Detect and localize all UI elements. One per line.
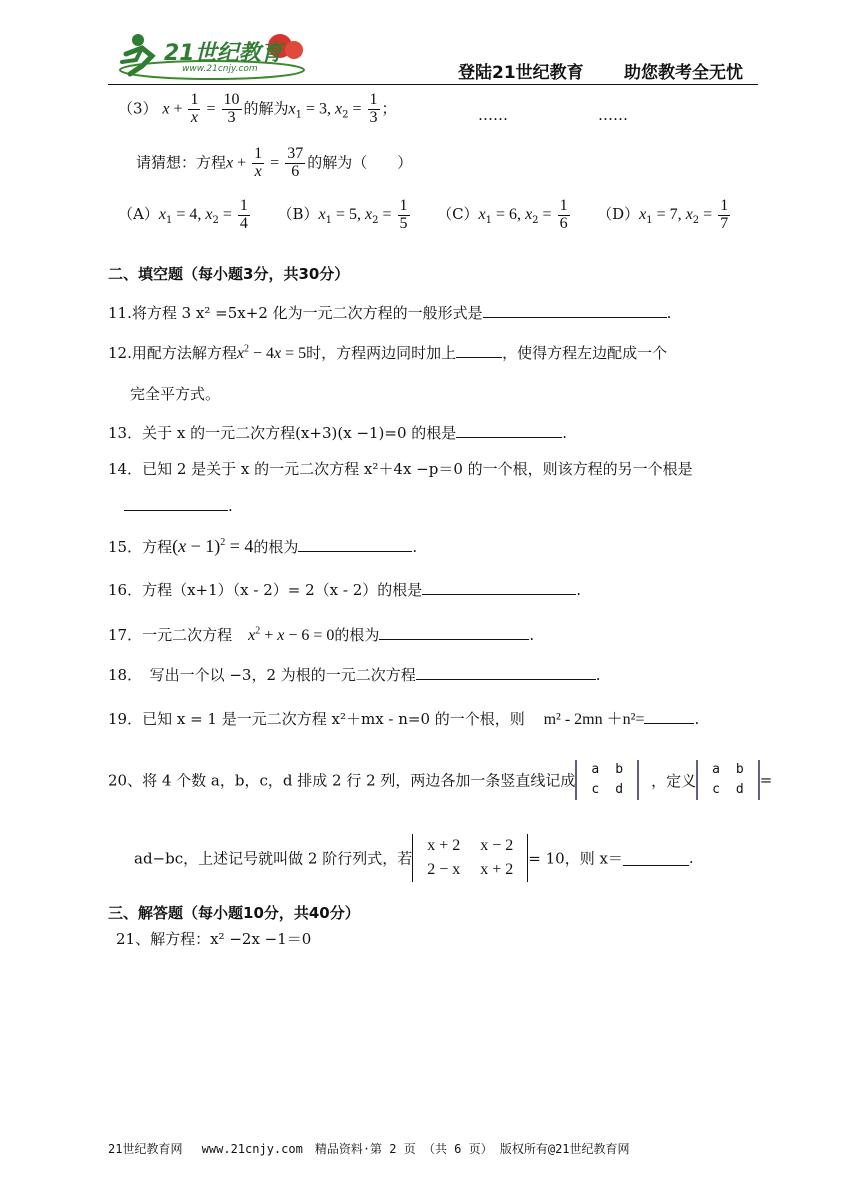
q10-option-b[interactable]: $(B)x_1 = 5$, $x_2$ = $\frac{1}{5}$ xyxy=(277,197,408,232)
q14-answer-blank[interactable] xyxy=(124,496,228,511)
q14 xyxy=(108,458,693,479)
q19-expr: m² - 2mn ＋n²= xyxy=(543,711,645,728)
logo xyxy=(112,30,312,82)
q17: 17．一元二次方程 $x^2 + x - 6 = 0$的根为 . xyxy=(108,625,535,644)
q10-option-c[interactable]: $(C)x_1 = 6$, $x_2$ = $\frac{1}{6}$ xyxy=(437,197,568,232)
q15-pre: 15．方程 xyxy=(108,538,173,556)
q17-pre: 17．一元二次方程 xyxy=(108,626,233,644)
q20 xyxy=(108,760,772,800)
section2-title: 二、填空题（每小题3分，共30分） xyxy=(108,265,350,283)
q12-answer-blank[interactable] xyxy=(456,343,502,358)
q10-item3-label: （3） xyxy=(118,99,158,118)
q10-option-a[interactable]: $(A)x_1 = 4$, $x_2$ = $\frac{1}{4}$ xyxy=(118,197,248,232)
q16-text: 16．方程（x+1）（x - 2）= 2（x - 2）的根是 xyxy=(108,581,423,599)
q21-text: 21、解方程：x² −2x −1＝0 xyxy=(116,930,312,948)
q17-tail: 的根为 xyxy=(334,626,380,644)
q20-define: ，定义 xyxy=(651,771,697,790)
q17-answer-blank[interactable] xyxy=(379,625,529,640)
q12-mid: 时，方程两边同时加上 xyxy=(306,344,457,362)
q18: 18． 写出一个以 −3，2 为根的一元二次方程 . xyxy=(108,666,601,684)
logo-url: www.21cnjy.com xyxy=(182,64,258,74)
q10-options xyxy=(118,198,732,233)
q13-text: 13．关于 x 的一元二次方程(x+3)(x −1)=0 的根是 xyxy=(108,424,457,442)
q16: 16．方程（x+1）（x - 2）= 2（x - 2）的根是 . xyxy=(108,581,582,599)
q13-answer-blank[interactable] xyxy=(456,423,562,438)
q11-text: 11.将方程 3 x² =5x+2 化为一元二次方程的一般形式是 xyxy=(108,304,483,322)
q16-answer-blank[interactable] xyxy=(422,580,576,595)
q20-answer-blank[interactable] xyxy=(623,851,689,866)
header-rule xyxy=(108,84,758,85)
q14-line2: . xyxy=(124,496,233,515)
q10-item3-mid: 的解为 xyxy=(243,99,289,118)
q11: 11.将方程 3 x² =5x+2 化为一元二次方程的一般形式是 . xyxy=(108,304,672,322)
q12-tail: ，使得方程左边配成一个 xyxy=(502,344,668,362)
q18-text: 18． 写出一个以 −3，2 为根的一元二次方程 xyxy=(108,666,416,684)
footer-text: 21世纪教育网 www.21cnjy.com 精品资料·第 2 页 （共 6 页） 版权所有@21世纪教育网 xyxy=(108,1142,630,1156)
q10-dots-1: …… xyxy=(478,106,508,124)
q18-answer-blank[interactable] xyxy=(416,665,596,680)
q19: 19．已知 x = 1 是一元二次方程 x²＋mx - n=0 的一个根，则 m² - 2mn ＋n²= . xyxy=(108,710,700,728)
q15-tail: 的根为 xyxy=(253,538,299,556)
q20-eq: = xyxy=(759,771,773,789)
q20-determinant-equation: x + 2 x − 2 2 − x x + 2 xyxy=(412,834,528,882)
q20-line2-eq: = 10，则 x＝ xyxy=(528,849,623,868)
q10-guess: 请猜想：方程x + $\frac{1}{x}$ = $\frac{37}{6}$ 的解为（ ） xyxy=(136,145,413,180)
q15-answer-blank[interactable] xyxy=(298,537,412,552)
q20-pre: 20、将 4 个数 a，b，c，d 排成 2 行 2 列，两边各加一条竖直线记成 xyxy=(108,771,576,790)
q19-answer-blank[interactable] xyxy=(644,709,694,724)
q10-guess-label: 请猜想：方程 xyxy=(136,153,227,172)
q12: 12.用配方法解方程$x^2 - 4x = 5$时，方程两边同时加上 ，使得方程左边配成一个 xyxy=(108,343,668,362)
q11-answer-blank[interactable] xyxy=(483,303,667,318)
q10-item3: （3） x + $\frac{1}{x}$ = $\frac{10}{3}$ 的解为$x_1 = 3$, $x_2$ = $\frac{1}{3}$ ； xyxy=(118,91,397,126)
header-slogan-right: 助您教考全无忧 xyxy=(624,63,743,83)
q10-dots-2: …… xyxy=(598,106,628,124)
q13: 13．关于 x 的一元二次方程(x+3)(x −1)=0 的根是 . xyxy=(108,424,568,442)
section3-title: 三、解答题（每小题10分，共40分） xyxy=(108,904,360,922)
q14-text: 14．已知 2 是关于 x 的一元二次方程 x²＋4x −p＝0 的一个根，则该方程的另一个根是 xyxy=(108,460,693,478)
q20-line2-pre: ad−bc，上述记号就叫做 2 阶行列式，若 xyxy=(134,849,413,868)
header-slogan-left: 登陆21世纪教育 xyxy=(458,63,584,83)
q12-line2: 完全平方式。 xyxy=(130,385,221,403)
logo-text: 21世纪教育 xyxy=(164,41,283,66)
q15: 15．方程$(x - 1)^2 = 4$的根为 . xyxy=(108,536,418,556)
q20-line2: ad−bc，上述记号就叫做 2 阶行列式，若 x + 2 x − 2 2 − x x + 2 = 10，则 x＝ . xyxy=(134,834,694,882)
q10-guess-tail: 的解为（ ） xyxy=(307,153,413,172)
q12-pre: 12.用配方法解方程 xyxy=(108,344,237,362)
q20-determinant-example: a b c d xyxy=(575,760,639,800)
q20-determinant-define: a b c d xyxy=(696,760,760,800)
q10-option-d[interactable]: $(D)x_1 = 7$, $x_2$ = $\frac{1}{7}$ xyxy=(597,197,729,232)
q19-pre: 19．已知 x = 1 是一元二次方程 x²＋mx - n=0 的一个根，则 xyxy=(108,710,525,728)
